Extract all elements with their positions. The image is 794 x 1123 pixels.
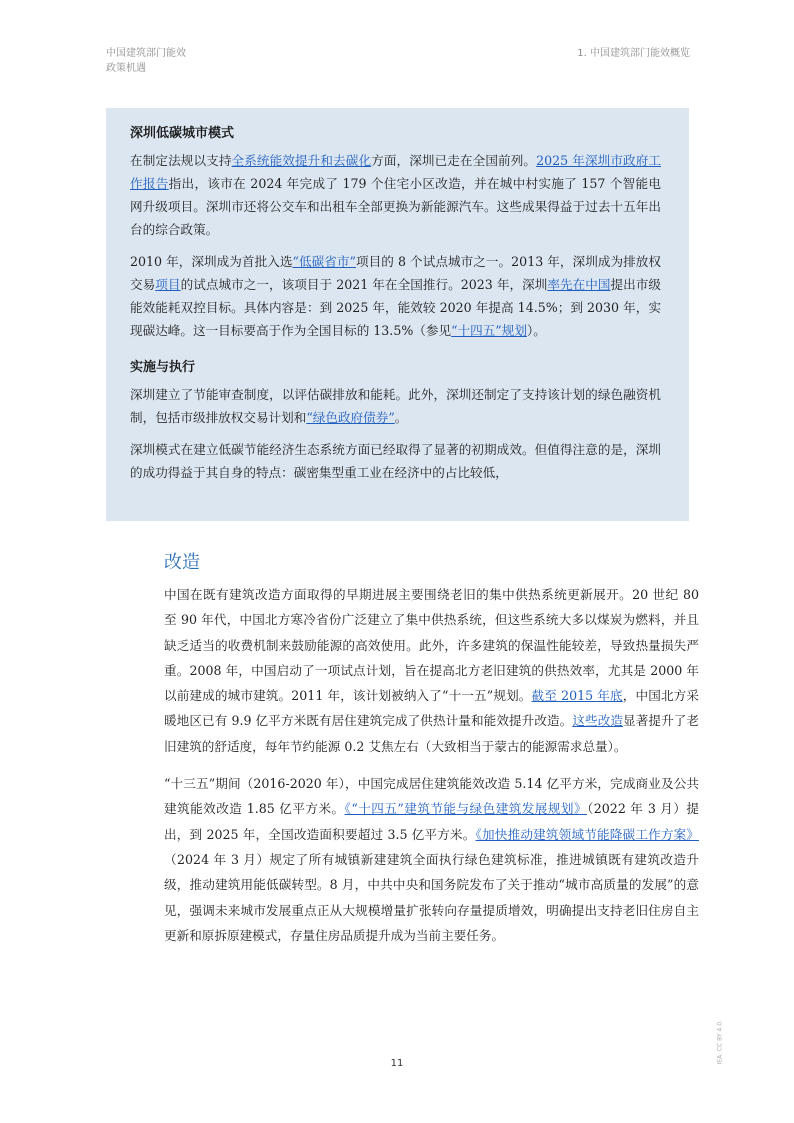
link-first-in-china[interactable]: 率先在中国 <box>547 277 611 292</box>
license-note: IEA. CC BY 4.0. <box>716 1020 723 1065</box>
shenzhen-case-box <box>106 108 689 521</box>
box-title: 深圳低碳城市模式 <box>130 126 235 141</box>
link-2025-work-report[interactable]: 2025 年深圳市政府工作报告 <box>130 153 662 191</box>
text-span: 。 <box>394 410 408 425</box>
text-span: 提出市级能效能耗双控目标。具体内容是：到 2025 年，能效较 2020 年提高 14.5%；到 2030 年，实现碳达峰。这一目标要高于作为全国目标的 13.5%（参见 <box>130 277 662 338</box>
text-span: 方面，深圳已走在全国前列。 <box>371 153 537 168</box>
page-number: 11 <box>390 1058 404 1069</box>
text-span: “十三五”期间（2016-2020 年），中国完成居住建筑能效改造 5.14 亿平方米，完成商业及公共建筑能效改造 1.85 亿平方米。 <box>164 776 699 817</box>
text-span: 的试点城市之一，该项目于 2021 年在全国推行。2023 年，深圳 <box>180 277 548 292</box>
box-paragraph-4: 深圳模式在建立低碳节能经济生态系统方面已经取得了显著的初期成效。但值得注意的是，深圳的成功得益于其自身的特点：碳密集型重工业在经济中的占比较低， <box>130 442 661 480</box>
text-span: ，中国北方采暖地区已有 9.9 亿平方米既有居住建筑完成了供热计量和能效提升改造。 <box>164 688 699 729</box>
text-span: 指出，该市在 2024 年完成了 179 个住宅小区改造，并在城中村实施了 157 个智能电网升级项目。深圳市还将公交车和出租车全部更换为新能源汽车。这些成果得益于过去十五年出台的综合政策。 <box>130 176 661 237</box>
link-building-decarbonization-plan[interactable]: 《加快推动建筑领域节能降碳工作方案》 <box>475 826 700 842</box>
header-report-title: 中国建筑部门能效 <box>106 48 186 59</box>
link-end-2015[interactable]: 截至 2015 年底 <box>531 688 623 704</box>
text-span: （2024 年 3 月）规定了所有城镇新建建筑全面执行绿色建筑标准，推进城镇既有建筑改造升级，推动建筑用能低碳转型。8 月，中共中央和国务院发布了关于推动“城市高质量的发展”的意见，强调未来城市发展重点正从大规模增量扩张转向存量提质增效，明确提出支持老旧住房自主更新和原拆原建模式，存量住房品质提升成为当前主要任务。 <box>164 851 699 943</box>
link-14th-five-year-plan[interactable]: “十四五”规划 <box>451 323 527 338</box>
header-report-subtitle: 政策机遇 <box>106 63 146 74</box>
text-span: ）。 <box>526 323 546 338</box>
link-green-building-plan[interactable]: 《“十四五”建筑节能与绿色建筑发展规划》 <box>344 801 588 817</box>
link-system-efficiency[interactable]: 全系统能效提升和去碳化 <box>231 153 372 168</box>
text-span: 项目的 8 个试点城市之一。2013 年，深圳成为排放权交易 <box>130 254 661 292</box>
link-these-retrofits[interactable]: 这些改造 <box>572 713 624 729</box>
text-span: 深圳建立了节能审查制度，以评估碳排放和能耗。此外，深圳还制定了支持该计划的绿色融资机制，包括市级排放权交易计划和 <box>130 387 661 425</box>
header-chapter: 1. 中国建筑部门能效概览 <box>577 48 690 59</box>
link-emissions-trading-project[interactable]: 项目 <box>155 277 181 292</box>
link-low-carbon-provinces[interactable]: “低碳省市” <box>292 254 356 269</box>
link-green-bonds[interactable]: “绿色政府债券” <box>306 410 395 425</box>
main-paragraph-1 <box>164 582 699 759</box>
section-heading: 改造 <box>164 552 200 573</box>
box-paragraph-2 <box>130 250 661 342</box>
box-section-title: 实施与执行 <box>130 360 196 375</box>
text-span: 2010 年，深圳成为首批入选 <box>130 254 293 269</box>
main-paragraph-2 <box>164 771 699 948</box>
box-paragraph-3 <box>130 383 661 429</box>
main-content <box>164 548 699 960</box>
box-paragraph-1 <box>130 149 661 241</box>
header-left <box>106 46 186 76</box>
text-span: 显著提升了老旧建筑的舒适度，每年节约能源 0.2 艾焦左右（大致相当于蒙古的能源需求总量）。 <box>164 713 699 754</box>
text-span: 中国在既有建筑改造方面取得的早期进展主要围绕老旧的集中供热系统更新展开。20 世纪 80 至 90 年代，中国北方寒冷省份广泛建立了集中供热系统，但这些系统大多以煤炭为燃料，并且缺乏适当的收费机制来鼓励能源的高效使用。此外，许多建筑的保温性能较差，导致热量损失严重。2008 年，中国启动了一项试点计划，旨在提高北方老旧建筑的供热效率，尤其是 2000 年以前建成的城市建筑。2011 年，该计划被纳入了“十一五”规划。 <box>164 587 699 704</box>
text-span: （2022 年 3 月）提出，到 2025 年，全国改造面积要超过 3.5 亿平方米。 <box>164 801 699 842</box>
text-span: 在制定法规以支持 <box>130 153 232 168</box>
